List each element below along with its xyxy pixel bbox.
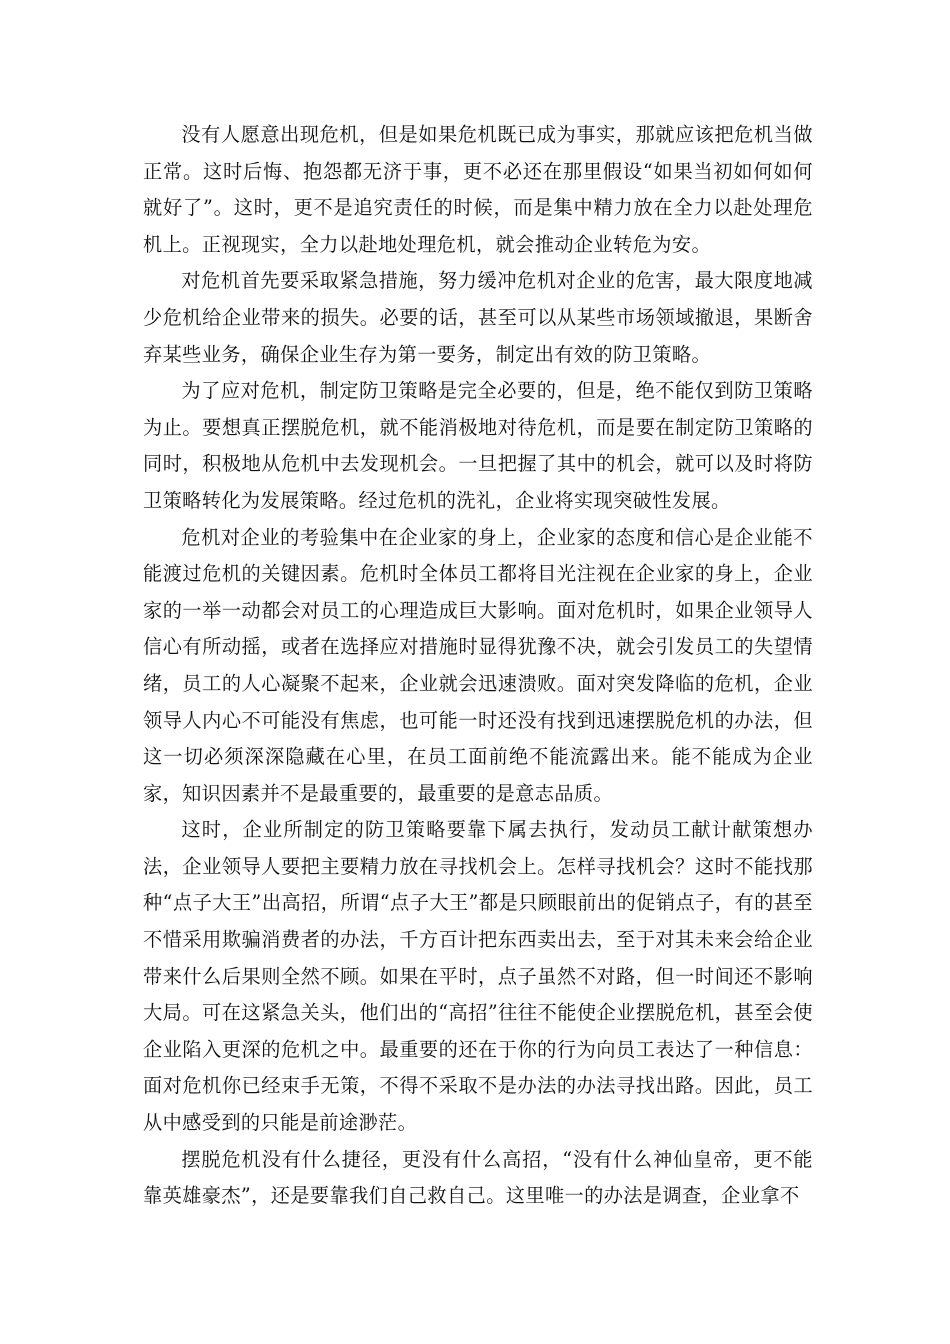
paragraph-accept-crisis: 没有人愿意出现危机，但是如果危机既已成为事实，那就应该把危机当做正常。这时后悔、抱怨都无济于事，更不必还在那里假设“如果当初如何如何就好了”。这时，更不是追究责任的时候，而是集中精力放在全力以赴处理危机上。正视现实，全力以赴地处理危机，就会推动企业转危为安。 (143, 123, 813, 256)
paragraph-entrepreneur-confidence: 危机对企业的考验集中在企业家的身上，企业家的态度和信心是企业能不能渡过危机的关键因素。危机时全体员工都将目光注视在企业家的身上，企业家的一举一动都会对员工的心理造成巨大影响。面对危机时，如果企业领导人信心有所动摇，或者在选择应对措施时显得犹豫不决，就会引发员工的失望情绪，员工的人心凝聚不起来，企业就会迅速溃败。面对突发降临的危机，企业领导人内心不可能没有焦虑，也可能一时还没有找到迅速摆脱危机的办法，但这一切必须深深隐藏在心里，在员工面前绝不能流露出来。能不能成为企业家，知识因素并不是最重要的，最重要的是意志品质。 (143, 525, 813, 805)
paragraph-emergency-measures: 对危机首先要采取紧急措施，努力缓冲危机对企业的危害，最大限度地减少危机给企业带来的损失。必要的话，甚至可以从某些市场领域撤退，果断舍弃某些业务，确保企业生存为第一要务，制定出有效的防卫策略。 (143, 269, 813, 366)
paragraph-no-shortcut: 摆脱危机没有什么捷径，更没有什么高招，“没有什么神仙皇帝，更不能靠英雄豪杰”，还是要靠我们自己救自己。这里唯一的办法是调查，企业拿不 (143, 1147, 813, 1208)
paragraph-defense-strategy: 为了应对危机，制定防卫策略是完全必要的，但是，绝不能仅到防卫策略为止。要想真正摆脱危机，就不能消极地对待危机，而是要在制定防卫策略的同时，积极地从危机中去发现机会。一旦把握了其中的机会，就可以及时将防卫策略转化为发展策略。经过危机的洗礼，企业将实现突破性发展。 (143, 379, 813, 512)
document-body (143, 117, 813, 1215)
paragraph-seeking-opportunity: 这时，企业所制定的防卫策略要靠下属去执行，发动员工献计献策想办法，企业领导人要把主要精力放在寻找机会上。怎样寻找机会？这时不能找那种“点子大王”出高招，所谓“点子大王”都是只顾眼前出的促销点子，有的甚至不惜采用欺骗消费者的办法，千方百计把东西卖出去，至于对其未来会给企业带来什么后果则全然不顾。如果在平时，点子虽然不对路，但一时间还不影响大局。可在这紧急关头，他们出的“高招”往往不能使企业摆脱危机，甚至会使企业陷入更深的危机之中。最重要的还在于你的行为向员工表达了一种信息：面对危机你已经束手无策，不得不采取不是办法的办法寻找出路。因此，员工从中感受到的只能是前途渺茫。 (143, 818, 813, 1135)
